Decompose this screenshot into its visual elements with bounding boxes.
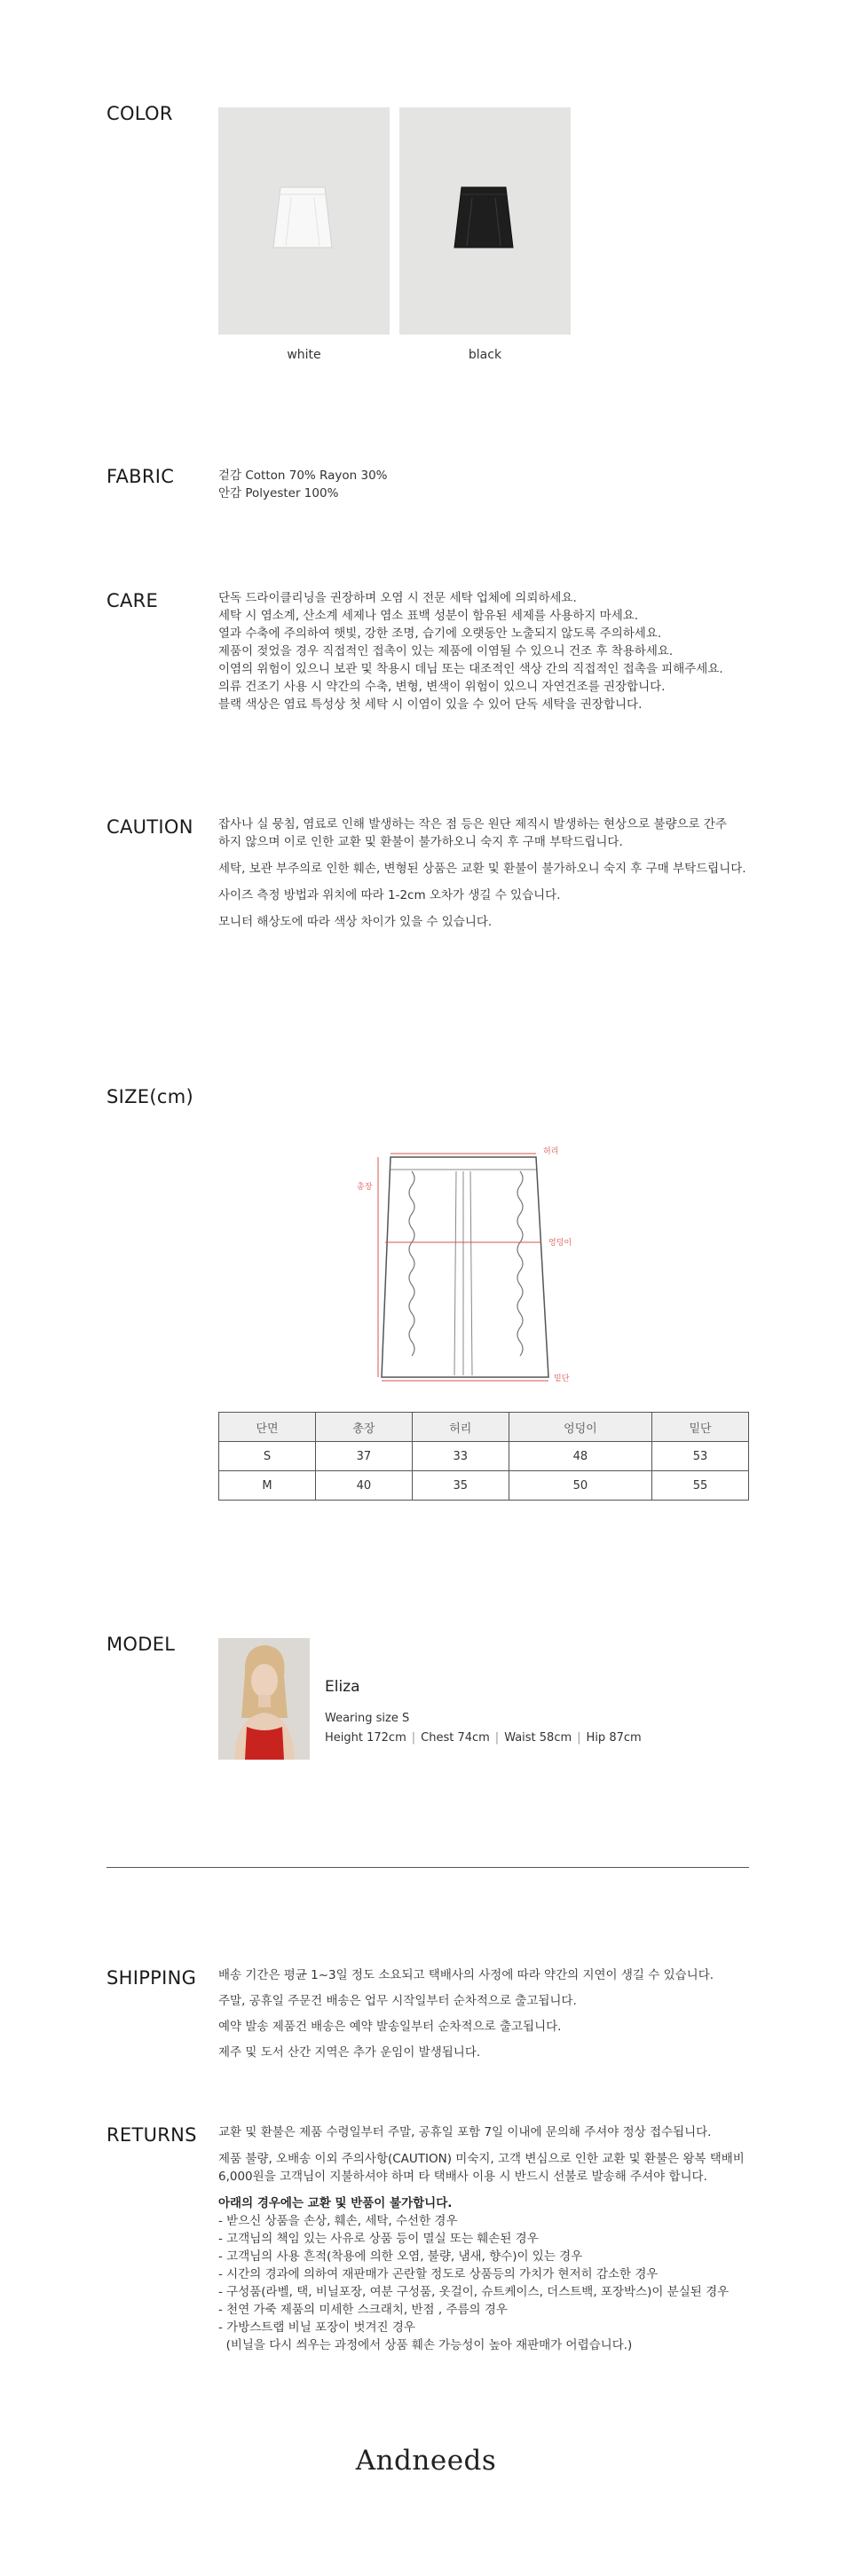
model-photo [218, 1638, 310, 1760]
size-section-label: SIZE(cm) [106, 1086, 193, 1107]
caution-text [218, 815, 769, 940]
size-table-cell: 37 [315, 1442, 412, 1471]
white-skirt-image [272, 185, 334, 251]
black-swatch-label: black [468, 348, 502, 362]
fabric-text [218, 467, 769, 502]
model-measurements: Height 172cm | Chest 74cm | Waist 58cm | Hip 87cm [325, 1731, 642, 1745]
caution-line: 잡사나 실 뭉침, 염료로 인해 발생하는 작은 점 등은 원단 제직시 발생하는 현상으로 불량으로 간주 [218, 817, 727, 831]
care-line: 열과 수축에 주의하여 햇빛, 강한 조명, 습기에 오랫동안 노출되지 않도록 주의하세요. [218, 626, 662, 641]
size-table [218, 1412, 749, 1501]
shipping-text [218, 1966, 769, 2069]
fabric-section-label: FABRIC [106, 466, 175, 487]
returns-line: 6,000원을 고객님이 지불하셔야 하며 타 택배사 이용 시 반드시 선불로 발송해 주셔야 합니다. [218, 2170, 707, 2184]
model-name: Eliza [325, 1678, 360, 1696]
caution-line: 세탁, 보관 부주의로 인한 훼손, 변형된 상품은 교환 및 환불이 불가하오니 숙지 후 구매 부탁드립니다. [218, 862, 746, 876]
size-table-cell: 55 [652, 1471, 749, 1501]
returns-exception-item: - 받으신 상품을 손상, 훼손, 세탁, 수선한 경우 [218, 2214, 458, 2228]
returns-exception-item: - 천연 가죽 제품의 미세한 스크래치, 반점 , 주름의 경우 [218, 2303, 508, 2317]
model-waist: Waist 58cm [504, 1731, 572, 1745]
model-wearing-size: Wearing size S [325, 1712, 410, 1725]
model-height: Height 172cm [325, 1731, 406, 1745]
shipping-paragraph: 배송 기간은 평균 1~3일 정도 소요되고 택배사의 사정에 따라 약간의 지연이 생길 수 있습니다. [218, 1968, 714, 1982]
model-chest: Chest 74cm [421, 1731, 490, 1745]
model-portrait-image [218, 1638, 310, 1760]
size-table-header-row [219, 1413, 749, 1442]
brand-logo-text: Andneeds [355, 2445, 497, 2477]
care-line: 단독 드라이클리닝을 권장하며 오염 시 전문 세탁 업체에 의뢰하세요. [218, 591, 577, 605]
diagram-label-waist: 허리 [543, 1147, 559, 1156]
returns-line: 제품 불량, 오배송 이외 주의사항(CAUTION) 미숙지, 고객 변심으로 인한 교환 및 환불은 왕복 택배비 [218, 2152, 745, 2166]
returns-text [218, 2123, 769, 2354]
size-table-cell: M [219, 1471, 316, 1501]
shipping-paragraph: 제주 및 도서 산간 지역은 추가 운임이 발생됩니다. [218, 2045, 481, 2060]
size-table-header: 밑단 [652, 1413, 749, 1442]
care-text [218, 589, 769, 713]
size-table-row [219, 1442, 749, 1471]
returns-exception-item: - 가방스트랩 비닐 포장이 벗겨진 경우 [218, 2320, 415, 2335]
returns-paragraph: 교환 및 환불은 제품 수령일부터 주말, 공휴일 포함 7일 이내에 문의해 주셔야 정상 접수됩니다. [218, 2125, 712, 2139]
returns-exception-item: - 시간의 경과에 의하여 재판매가 곤란할 정도로 상품등의 가치가 현저히 감소한 경우 [218, 2267, 659, 2281]
model-section-label: MODEL [106, 1634, 176, 1655]
diagram-label-length: 총장 [357, 1183, 373, 1192]
caution-paragraph [218, 913, 769, 931]
care-line: 블랙 색상은 염료 특성상 첫 세탁 시 이염이 있을 수 있어 단독 세탁을 권장합니다. [218, 697, 643, 712]
fabric-line: 안감 Polyester 100% [218, 486, 339, 500]
returns-exceptions [218, 2194, 769, 2354]
size-table-cell: 35 [412, 1471, 509, 1501]
white-swatch-image [218, 107, 390, 335]
care-section-label: CARE [106, 590, 159, 611]
section-divider [106, 1867, 749, 1868]
returns-exception-item: - 구성품(라벨, 택, 비닐포장, 여분 구성품, 옷걸이, 슈트케이스, 더스트백, 포장박스)이 분실된 경우 [218, 2285, 730, 2299]
returns-exception-item: - 고객님의 사용 흔적(착용에 의한 오염, 불량, 냄새, 향수)이 있는 경우 [218, 2249, 583, 2264]
shipping-section-label: SHIPPING [106, 1967, 197, 1989]
caution-line: 하지 않으며 이로 인한 교환 및 환불이 불가하오니 숙지 후 구매 부탁드립니다. [218, 835, 623, 849]
diagram-label-hip: 엉덩이 [548, 1239, 572, 1248]
returns-exception-item: (비닐을 다시 씌우는 과정에서 상품 훼손 가능성이 높아 재판매가 어렵습니다.) [218, 2338, 633, 2352]
fabric-line: 겉감 Cotton 70% Rayon 30% [218, 469, 388, 483]
size-table-cell: 33 [412, 1442, 509, 1471]
returns-exceptions-heading: 아래의 경우에는 교환 및 반품이 불가합니다. [218, 2196, 453, 2210]
care-line: 제품이 젖었을 경우 직접적인 접촉이 있는 제품에 이염될 수 있으니 건조 후 착용하세요. [218, 644, 674, 658]
shipping-paragraph: 예약 발송 제품건 배송은 예약 발송일부터 순차적으로 출고됩니다. [218, 2020, 562, 2034]
size-table-header: 총장 [315, 1413, 412, 1442]
size-table-row [219, 1471, 749, 1501]
returns-section-label: RETURNS [106, 2124, 197, 2146]
returns-paragraph [218, 2150, 769, 2186]
size-table-header: 단면 [219, 1413, 316, 1442]
care-line: 세탁 시 염소계, 산소계 세제나 염소 표백 성분이 함유된 세제를 사용하지 마세요. [218, 609, 639, 623]
size-table-header: 허리 [412, 1413, 509, 1442]
caution-paragraph [218, 886, 769, 904]
returns-exception-item: - 고객님의 책임 있는 사유로 상품 등이 멸실 또는 훼손된 경우 [218, 2232, 539, 2246]
size-table-cell: 53 [652, 1442, 749, 1471]
color-section-label: COLOR [106, 103, 173, 124]
size-table-cell: 50 [509, 1471, 651, 1501]
caution-paragraph [218, 815, 769, 851]
diagram-label-hem: 밑단 [554, 1375, 570, 1383]
caution-section-label: CAUTION [106, 816, 193, 838]
caution-line: 사이즈 측정 방법과 위치에 따라 1-2cm 오차가 생길 수 있습니다. [218, 888, 561, 902]
care-line: 이염의 위험이 있으니 보관 및 착용시 데님 또는 대조적인 색상 간의 직접적인 접촉을 피해주세요. [218, 662, 723, 676]
white-swatch-label: white [287, 348, 321, 362]
size-diagram [355, 1145, 586, 1384]
caution-line: 모니터 해상도에 따라 색상 차이가 있을 수 있습니다. [218, 915, 493, 929]
care-line: 의류 건조기 사용 시 약간의 수축, 변형, 변색이 위험이 있으니 자연건조를 권장합니다. [218, 680, 666, 694]
shipping-paragraph: 주말, 공휴일 주문건 배송은 업무 시작일부터 순차적으로 출고됩니다. [218, 1994, 577, 2008]
model-hip: Hip 87cm [586, 1731, 642, 1745]
black-skirt-image [453, 185, 515, 251]
black-swatch-image [399, 107, 571, 335]
size-table-header: 엉덩이 [509, 1413, 651, 1442]
size-table-cell: 40 [315, 1471, 412, 1501]
caution-paragraph [218, 860, 769, 878]
size-table-cell: S [219, 1442, 316, 1471]
size-table-cell: 48 [509, 1442, 651, 1471]
